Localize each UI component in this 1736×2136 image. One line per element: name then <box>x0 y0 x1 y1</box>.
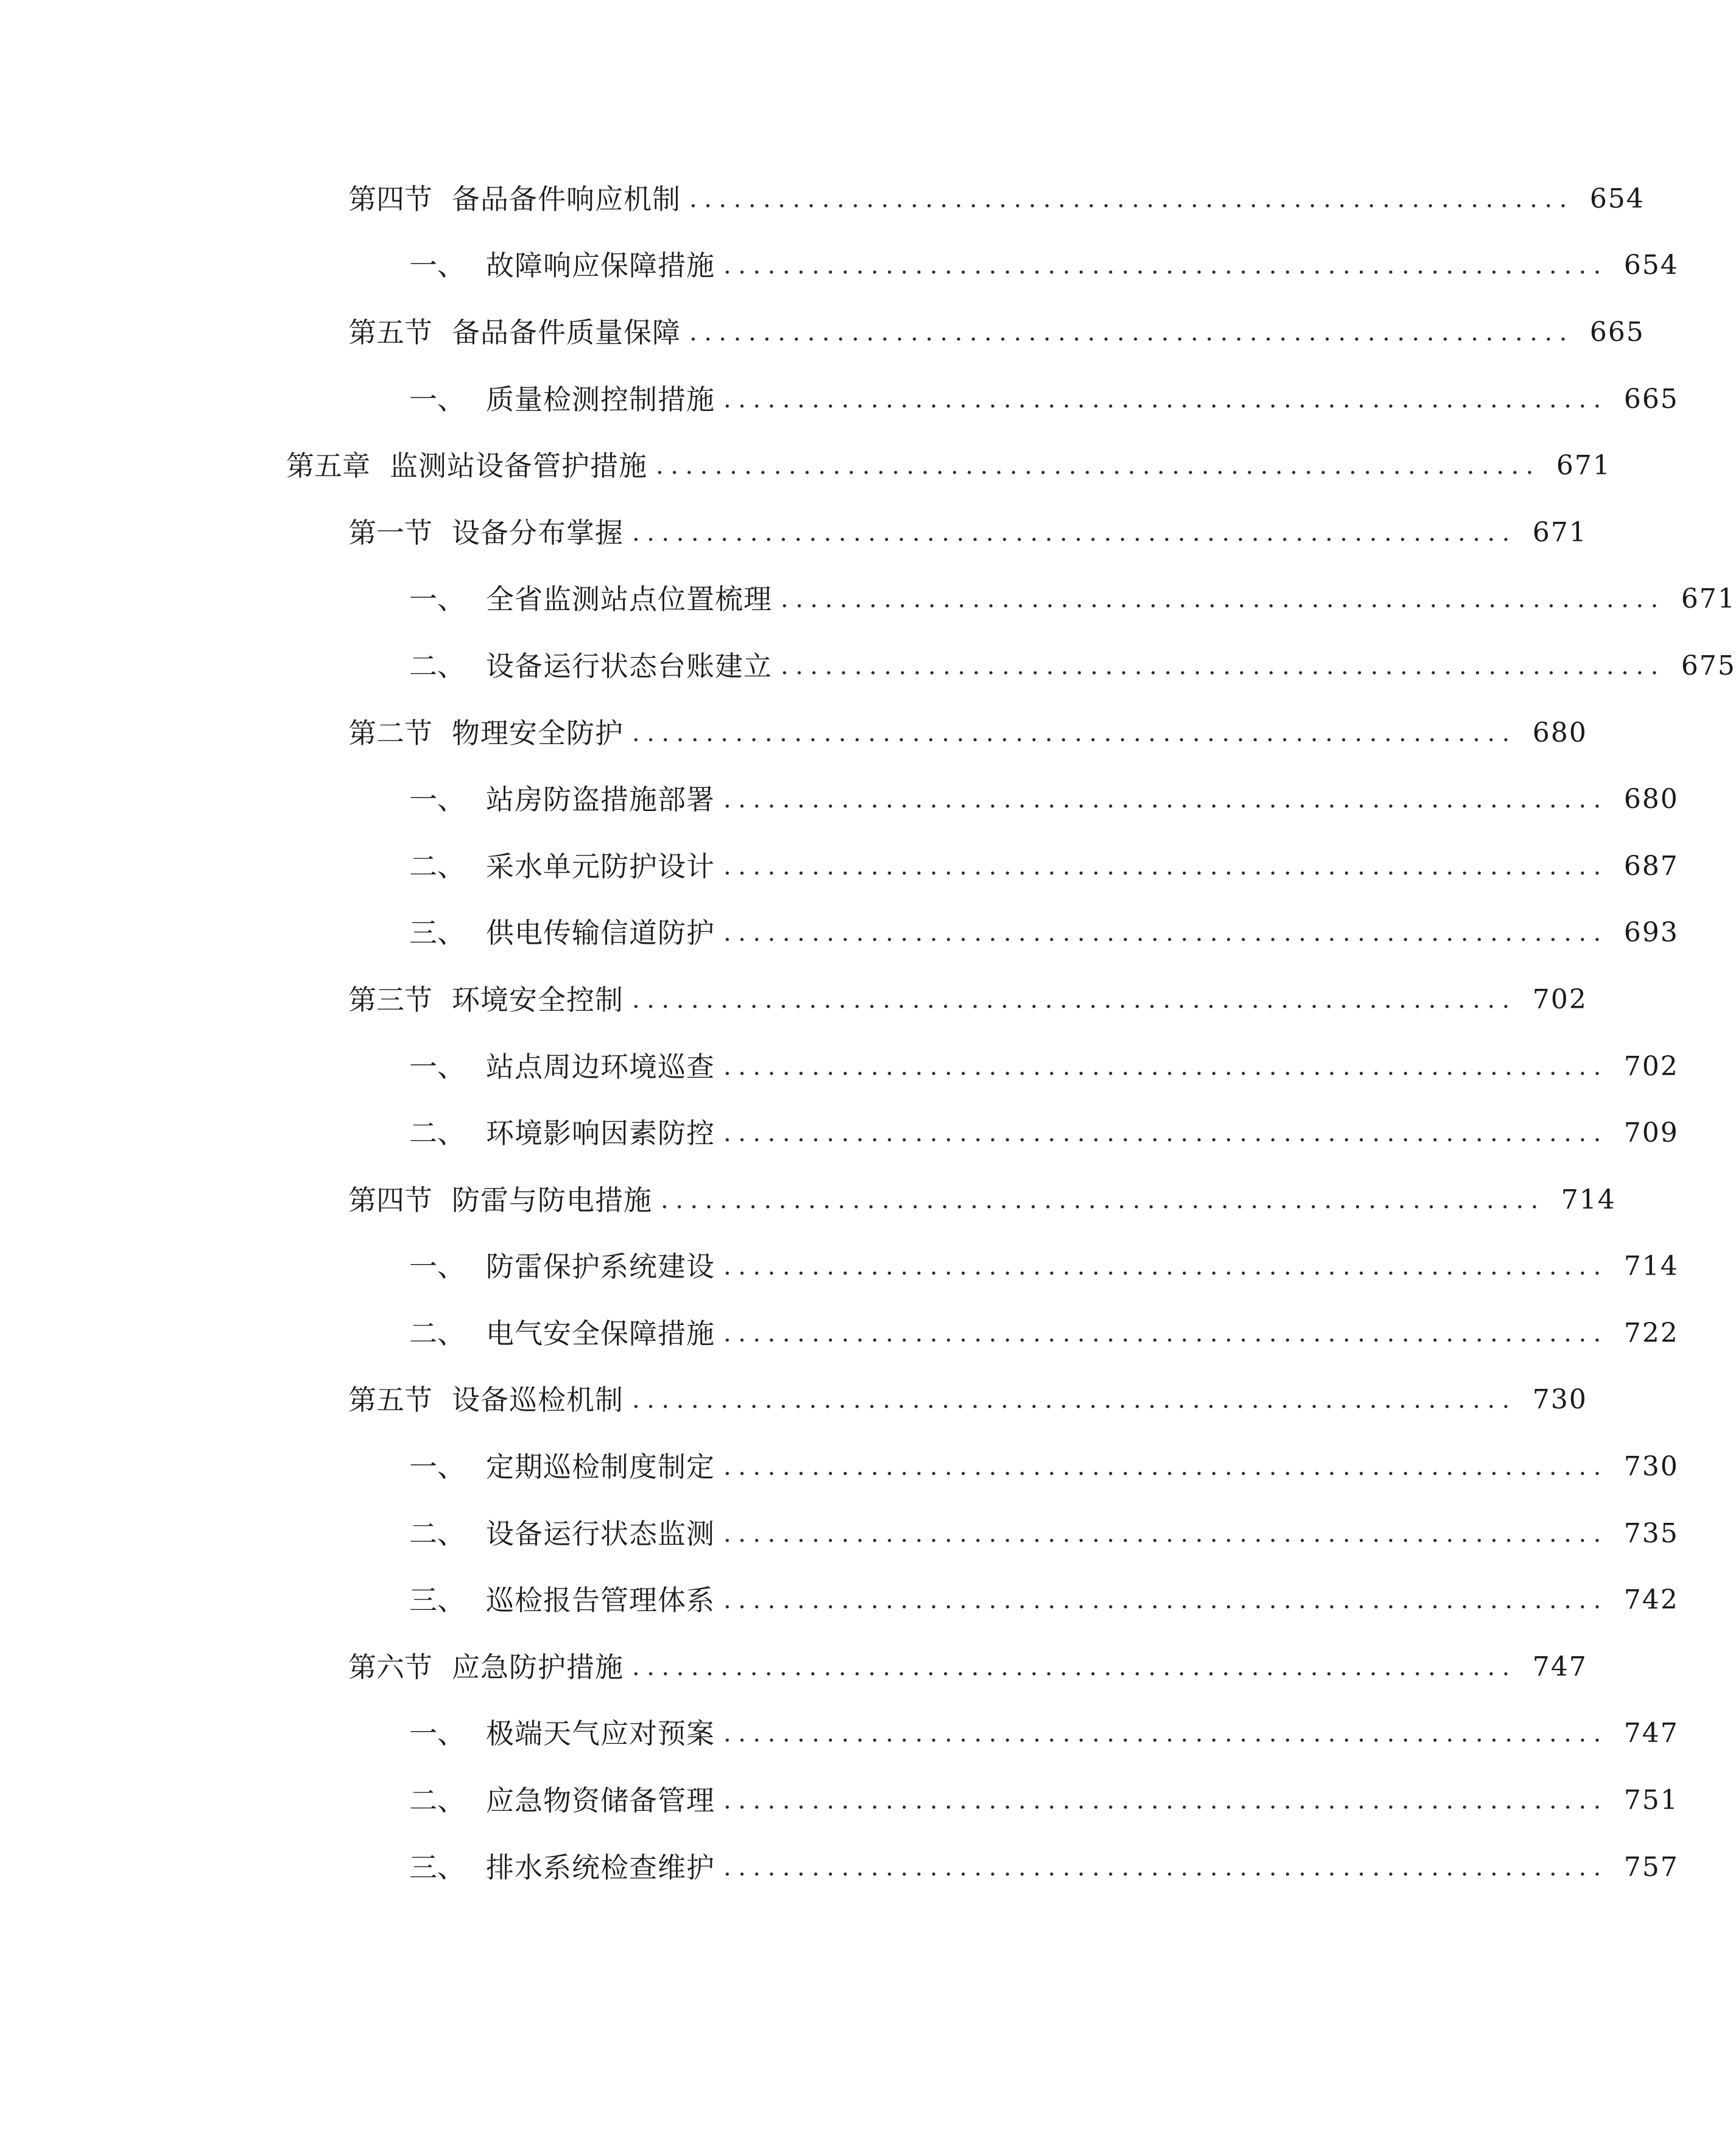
toc-entry-page-number: 671 <box>1532 516 1587 548</box>
toc-entry-item[interactable] <box>0 1834 1679 1901</box>
toc-entry-title: 防雷与防电措施 <box>452 1183 652 1217</box>
toc-entry-page-number: 730 <box>1623 1451 1679 1483</box>
toc-entry-title: 应急防护措施 <box>452 1650 624 1684</box>
toc-entry-item[interactable] <box>0 1500 1679 1567</box>
toc-entry-label <box>409 581 772 617</box>
toc-entry-number: 三、 <box>409 1850 465 1884</box>
dot-leader: ............................................................ <box>723 919 1608 947</box>
dot-leader: ............................................................ <box>723 852 1608 880</box>
toc-entry-item[interactable] <box>0 566 1736 633</box>
toc-entry-label <box>409 1115 715 1151</box>
toc-entry-page-number: 709 <box>1623 1117 1679 1149</box>
toc-entry-number: 三、 <box>409 916 465 950</box>
toc-entry-title: 全省监测站点位置梳理 <box>486 583 772 616</box>
toc-entry-item[interactable] <box>0 1033 1679 1100</box>
toc-entry-page-number: 747 <box>1623 1718 1679 1749</box>
toc-entry-section[interactable] <box>0 166 1645 233</box>
toc-entry-item[interactable] <box>0 1433 1679 1500</box>
toc-entry-page-number: 680 <box>1623 784 1679 815</box>
toc-entry-number: 第四节 <box>348 1183 432 1217</box>
toc-entry-section[interactable] <box>0 499 1587 566</box>
dot-leader: ............................................................ <box>781 585 1665 614</box>
toc-entry-number: 一、 <box>409 583 465 616</box>
toc-entry-number: 第五节 <box>348 315 432 349</box>
toc-entry-label <box>409 648 772 684</box>
toc-entry-number: 一、 <box>409 1050 465 1083</box>
toc-entry-number: 一、 <box>409 1717 465 1751</box>
toc-entry-label <box>409 1582 715 1618</box>
toc-entry-page-number: 687 <box>1623 850 1679 882</box>
toc-entry-number: 二、 <box>409 649 465 683</box>
toc-entry-label <box>409 1715 715 1752</box>
toc-entry-label <box>348 515 624 551</box>
toc-entry-section[interactable] <box>0 1167 1616 1234</box>
toc-entry-label <box>409 1849 715 1886</box>
toc-entry-section[interactable] <box>0 1367 1587 1434</box>
toc-entry-page-number: 654 <box>1589 183 1645 214</box>
toc-entry-number: 一、 <box>409 249 465 283</box>
toc-entry-title: 电气安全保障措施 <box>486 1316 715 1350</box>
toc-entry-title: 设备运行状态监测 <box>486 1517 715 1550</box>
toc-entry-title: 质量检测控制措施 <box>486 382 715 416</box>
toc-entry-label <box>409 1248 715 1285</box>
toc-entry-label <box>409 247 715 284</box>
dot-leader: ............................................................ <box>723 1853 1608 1881</box>
toc-entry-page-number: 680 <box>1532 717 1587 748</box>
table-of-contents <box>0 166 1736 1900</box>
toc-entry-label <box>409 1049 715 1085</box>
toc-entry-title: 故障响应保障措施 <box>486 249 715 283</box>
toc-entry-label <box>348 715 624 751</box>
toc-entry-label <box>348 314 681 351</box>
dot-leader: ............................................................ <box>723 1453 1608 1481</box>
toc-entry-number: 第四节 <box>348 182 432 216</box>
toc-entry-page-number: 730 <box>1532 1384 1587 1416</box>
dot-leader: ............................................................ <box>632 1386 1517 1414</box>
toc-entry-number: 第三节 <box>348 983 432 1016</box>
toc-entry-page-number: 747 <box>1532 1651 1587 1682</box>
toc-entry-number: 二、 <box>409 849 465 883</box>
toc-entry-label <box>348 1182 652 1218</box>
toc-entry-label <box>409 381 715 418</box>
toc-entry-number: 第二节 <box>348 716 432 750</box>
toc-entry-label <box>409 1315 715 1352</box>
toc-entry-section[interactable] <box>0 299 1645 366</box>
toc-entry-item[interactable] <box>0 900 1679 967</box>
toc-entry-title: 环境影响因素防控 <box>486 1117 715 1150</box>
toc-entry-page-number: 714 <box>1623 1251 1679 1282</box>
toc-entry-label <box>409 1782 715 1819</box>
toc-entry-label <box>409 1449 715 1485</box>
dot-leader: ............................................................ <box>723 1119 1608 1148</box>
dot-leader: ............................................................ <box>723 1786 1608 1815</box>
toc-entry-number: 三、 <box>409 1584 465 1617</box>
toc-entry-item[interactable] <box>0 833 1679 900</box>
toc-entry-page-number: 671 <box>1556 450 1611 482</box>
dot-leader: ............................................................ <box>689 184 1574 213</box>
toc-entry-item[interactable] <box>0 766 1679 833</box>
toc-entry-page-number: 742 <box>1623 1584 1679 1616</box>
toc-entry-title: 排水系统检查维护 <box>486 1850 715 1884</box>
toc-entry-page-number: 751 <box>1623 1785 1679 1816</box>
dot-leader: ............................................................ <box>661 1186 1545 1214</box>
dot-leader: ............................................................ <box>723 1252 1608 1281</box>
toc-entry-title: 设备运行状态台账建立 <box>486 649 772 683</box>
dot-leader: ............................................................ <box>723 1720 1608 1748</box>
toc-entry-page-number: 714 <box>1561 1184 1616 1215</box>
toc-entry-label <box>348 1649 624 1685</box>
dot-leader: ............................................................ <box>723 785 1608 814</box>
toc-entry-number: 二、 <box>409 1784 465 1818</box>
toc-entry-number: 第五节 <box>348 1383 432 1417</box>
toc-entry-chapter[interactable] <box>0 432 1611 499</box>
toc-entry-label <box>286 448 647 484</box>
dot-leader: ............................................................ <box>656 452 1541 480</box>
toc-entry-page-number: 671 <box>1681 583 1736 615</box>
toc-entry-page-number: 702 <box>1532 983 1587 1015</box>
toc-entry-item[interactable] <box>0 1300 1679 1367</box>
dot-leader: ............................................................ <box>632 518 1517 547</box>
toc-entry-number: 一、 <box>409 1450 465 1484</box>
toc-entry-label <box>409 915 715 951</box>
toc-entry-title: 设备巡检机制 <box>452 1383 624 1417</box>
toc-entry-title: 防雷保护系统建设 <box>486 1250 715 1284</box>
toc-entry-label <box>348 181 681 217</box>
toc-entry-title: 站点周边环境巡查 <box>486 1050 715 1083</box>
toc-entry-page-number: 665 <box>1623 383 1679 415</box>
toc-entry-number: 二、 <box>409 1517 465 1550</box>
toc-entry-title: 备品备件响应机制 <box>452 182 681 216</box>
dot-leader: ............................................................ <box>632 718 1517 747</box>
toc-entry-number: 二、 <box>409 1117 465 1150</box>
toc-entry-title: 巡检报告管理体系 <box>486 1584 715 1617</box>
toc-entry-number: 一、 <box>409 783 465 817</box>
toc-entry-number: 第五章 <box>286 449 370 483</box>
toc-entry-title: 监测站设备管护措施 <box>390 449 647 483</box>
toc-entry-number: 二、 <box>409 1316 465 1350</box>
toc-entry-title: 设备分布掌握 <box>452 516 624 549</box>
toc-entry-page-number: 735 <box>1623 1517 1679 1549</box>
toc-entry-page-number: 654 <box>1623 250 1679 281</box>
dot-leader: ............................................................ <box>723 1519 1608 1548</box>
dot-leader: ............................................................ <box>632 1653 1517 1681</box>
toc-entry-page-number: 757 <box>1623 1851 1679 1883</box>
toc-entry-item[interactable] <box>0 1100 1679 1167</box>
toc-entry-item[interactable] <box>0 1701 1679 1768</box>
toc-entry-item[interactable] <box>0 1234 1679 1301</box>
toc-entry-title: 极端天气应对预案 <box>486 1717 715 1751</box>
toc-entry-title: 应急物资储备管理 <box>486 1784 715 1818</box>
dot-leader: ............................................................ <box>781 652 1665 680</box>
toc-entry-number: 一、 <box>409 382 465 416</box>
toc-entry-item[interactable] <box>0 1567 1679 1634</box>
toc-entry-number: 第一节 <box>348 516 432 549</box>
dot-leader: ............................................................ <box>723 1586 1608 1615</box>
dot-leader: ............................................................ <box>689 318 1574 346</box>
toc-entry-page-number: 675 <box>1681 650 1736 681</box>
toc-entry-title: 备品备件质量保障 <box>452 315 681 349</box>
dot-leader: ............................................................ <box>723 1052 1608 1081</box>
toc-entry-page-number: 665 <box>1589 316 1645 348</box>
toc-entry-section[interactable] <box>0 1634 1587 1701</box>
toc-entry-title: 供电传输信道防护 <box>486 916 715 950</box>
toc-entry-page-number: 693 <box>1623 917 1679 949</box>
toc-entry-label <box>409 1516 715 1552</box>
toc-entry-number: 第六节 <box>348 1650 432 1684</box>
toc-entry-label <box>409 848 715 885</box>
dot-leader: ............................................................ <box>723 385 1608 413</box>
toc-entry-item[interactable] <box>0 633 1736 700</box>
dot-leader: ............................................................ <box>723 1319 1608 1347</box>
dot-leader: ............................................................ <box>632 985 1517 1014</box>
toc-entry-item[interactable] <box>0 1767 1679 1834</box>
toc-entry-title: 采水单元防护设计 <box>486 849 715 883</box>
toc-entry-page-number: 702 <box>1623 1050 1679 1082</box>
toc-entry-title: 站房防盗措施部署 <box>486 783 715 817</box>
toc-entry-page-number: 722 <box>1623 1317 1679 1349</box>
toc-entry-label <box>348 982 624 1018</box>
toc-entry-title: 环境安全控制 <box>452 983 624 1016</box>
toc-entry-item[interactable] <box>0 366 1679 433</box>
toc-entry-item[interactable] <box>0 233 1679 300</box>
toc-entry-label <box>348 1382 624 1418</box>
toc-entry-label <box>409 781 715 818</box>
dot-leader: ............................................................ <box>723 251 1608 280</box>
toc-entry-number: 一、 <box>409 1250 465 1284</box>
toc-entry-section[interactable] <box>0 700 1587 767</box>
toc-entry-title: 定期巡检制度制定 <box>486 1450 715 1484</box>
toc-entry-section[interactable] <box>0 966 1587 1033</box>
toc-entry-title: 物理安全防护 <box>452 716 624 750</box>
